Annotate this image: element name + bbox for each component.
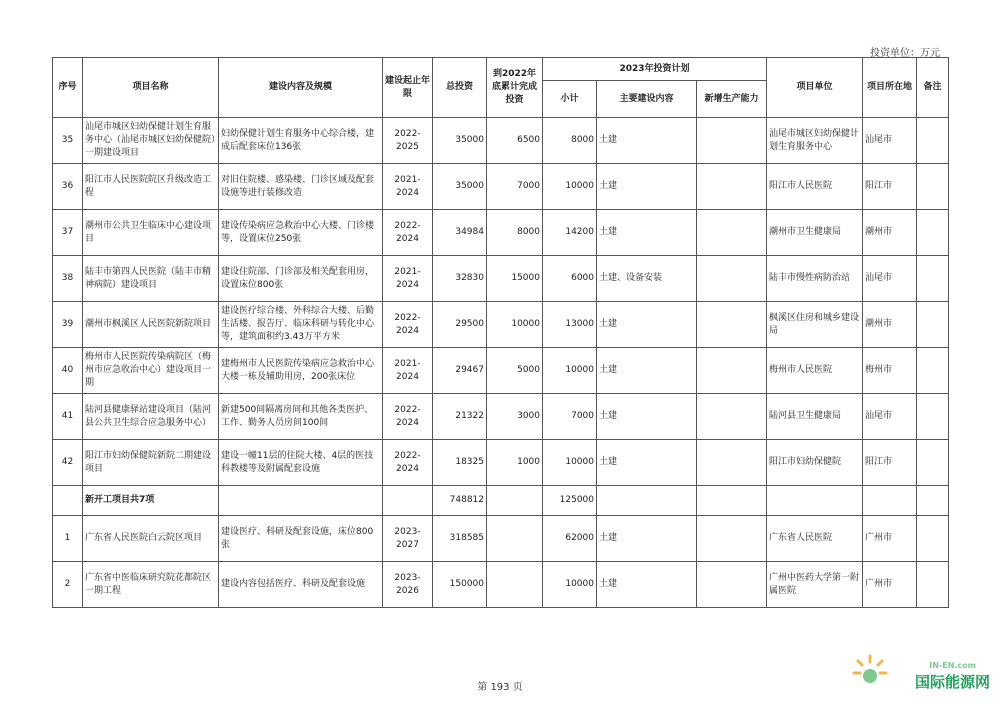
cell-main-content: 土建 <box>597 440 697 486</box>
col-header-name: 项目名称 <box>83 58 219 118</box>
cell-new-capacity <box>697 256 767 302</box>
cell-done2022: 1000 <box>487 440 543 486</box>
table-row <box>53 562 949 608</box>
cell-subtotal: 7000 <box>543 394 597 440</box>
cell-remark <box>917 348 949 394</box>
cell-unit: 广州中医药大学第一附属医院 <box>767 562 863 608</box>
cell-main-content: 土建 <box>597 394 697 440</box>
cell-unit: 梅州市人民医院 <box>767 348 863 394</box>
table-row <box>53 210 949 256</box>
cell-done2022: 15000 <box>487 256 543 302</box>
cell-total: 29500 <box>433 302 487 348</box>
cell-unit: 阳江市妇幼保健院 <box>767 440 863 486</box>
cell-total: 35000 <box>433 164 487 210</box>
cell-new-capacity <box>697 394 767 440</box>
cell-name: 汕尾市城区妇幼保健计划生育服务中心（汕尾市城区妇幼保健院）一期建设项目 <box>83 118 219 164</box>
cell-name: 陆丰市第四人民医院（陆丰市精神病院）建设项目 <box>83 256 219 302</box>
cell-content: 建设医疗综合楼、外科综合大楼、后勤生活楼、报告厅、临床科研与转化中心等，建筑面积约3.43万平方米 <box>219 302 383 348</box>
summary-label: 新开工项目共7项 <box>83 486 219 516</box>
cell-period: 2023-2027 <box>383 516 433 562</box>
cell-name: 阳江市妇幼保健院新院二期建设项目 <box>83 440 219 486</box>
table-row <box>53 256 949 302</box>
cell-content: 建设内容包括医疗、科研及配套设施 <box>219 562 383 608</box>
cell-done2022 <box>487 516 543 562</box>
cell-content: 建设医疗、科研及配套设施，床位800张 <box>219 516 383 562</box>
cell-location: 阳江市 <box>863 164 917 210</box>
table-row <box>53 348 949 394</box>
cell-subtotal: 13000 <box>543 302 597 348</box>
cell-done2022: 6500 <box>487 118 543 164</box>
cell-unit: 汕尾市城区妇幼保健计划生育服务中心 <box>767 118 863 164</box>
col-header-plan2023: 2023年投资计划 <box>543 58 767 81</box>
cell-remark <box>917 562 949 608</box>
cell-new-capacity <box>697 516 767 562</box>
table-header-row <box>53 58 949 81</box>
cell-unit: 潮州市卫生健康局 <box>767 210 863 256</box>
watermark-cn: 国际能源网 <box>914 673 990 691</box>
cell-seq: 39 <box>53 302 83 348</box>
cell-location: 潮州市 <box>863 302 917 348</box>
cell-period: 2021-2024 <box>383 348 433 394</box>
cell-done2022 <box>487 486 543 516</box>
cell-content: 对旧住院楼、感染楼、门诊区域及配套设施等进行装修改造 <box>219 164 383 210</box>
page-number: 第 193 页 <box>477 682 523 693</box>
table-row <box>53 516 949 562</box>
cell-new-capacity <box>697 164 767 210</box>
cell-new-capacity <box>697 210 767 256</box>
cell-subtotal: 62000 <box>543 516 597 562</box>
col-header-location: 项目所在地 <box>863 58 917 118</box>
cell-name: 潮州市公共卫生临床中心建设项目 <box>83 210 219 256</box>
cell-done2022: 10000 <box>487 302 543 348</box>
cell-location: 广州市 <box>863 562 917 608</box>
cell-content: 建设传染病应急救治中心大楼、门诊楼等，设置床位250张 <box>219 210 383 256</box>
table-row <box>53 394 949 440</box>
cell-main-content: 土建 <box>597 164 697 210</box>
table-row <box>53 302 949 348</box>
cell-content: 建设住院部、门诊部及相关配套用房，设置床位800张 <box>219 256 383 302</box>
cell-total: 34984 <box>433 210 487 256</box>
cell-name: 陆河县健康驿站建设项目（陆河县公共卫生综合应急服务中心） <box>83 394 219 440</box>
cell-period: 2022-2025 <box>383 118 433 164</box>
col-header-period: 建设起止年限 <box>383 58 433 118</box>
cell-total: 35000 <box>433 118 487 164</box>
cell-location <box>863 486 917 516</box>
cell-location: 潮州市 <box>863 210 917 256</box>
cell-seq: 2 <box>53 562 83 608</box>
cell-content: 建梅州市人民医院传染病应急救治中心大楼一栋及辅助用房，200张床位 <box>219 348 383 394</box>
cell-location: 梅州市 <box>863 348 917 394</box>
cell-period: 2022-2024 <box>383 302 433 348</box>
cell-seq: 1 <box>53 516 83 562</box>
cell-main-content <box>597 486 697 516</box>
cell-remark <box>917 164 949 210</box>
cell-done2022: 5000 <box>487 348 543 394</box>
col-header-seq: 序号 <box>53 58 83 118</box>
cell-total: 32830 <box>433 256 487 302</box>
cell-seq <box>53 486 83 516</box>
cell-subtotal: 10000 <box>543 348 597 394</box>
cell-subtotal: 10000 <box>543 562 597 608</box>
cell-location: 广州市 <box>863 516 917 562</box>
cell-unit: 陆丰市慢性病防治站 <box>767 256 863 302</box>
cell-new-capacity <box>697 440 767 486</box>
table-row <box>53 118 949 164</box>
investment-unit-label: 投资单位：万元 <box>870 48 940 59</box>
cell-period: 2022-2024 <box>383 210 433 256</box>
summary-row <box>53 486 949 516</box>
cell-total: 318585 <box>433 516 487 562</box>
cell-main-content: 土建 <box>597 210 697 256</box>
cell-remark <box>917 394 949 440</box>
cell-name: 阳江市人民医院院区升级改造工程 <box>83 164 219 210</box>
table-row <box>53 440 949 486</box>
cell-seq: 38 <box>53 256 83 302</box>
cell-remark <box>917 256 949 302</box>
cell-unit: 枫溪区住房和城乡建设局 <box>767 302 863 348</box>
cell-subtotal: 8000 <box>543 118 597 164</box>
cell-location: 阳江市 <box>863 440 917 486</box>
col-header-content: 建设内容及规模 <box>219 58 383 118</box>
cell-remark <box>917 486 949 516</box>
cell-seq: 42 <box>53 440 83 486</box>
cell-main-content: 土建 <box>597 118 697 164</box>
cell-new-capacity <box>697 118 767 164</box>
cell-unit: 陆河县卫生健康局 <box>767 394 863 440</box>
cell-main-content: 土建 <box>597 516 697 562</box>
cell-done2022 <box>487 562 543 608</box>
cell-total: 150000 <box>433 562 487 608</box>
cell-seq: 36 <box>53 164 83 210</box>
cell-remark <box>917 302 949 348</box>
cell-remark <box>917 118 949 164</box>
summary-total: 748812 <box>433 486 487 516</box>
watermark-en: IN-EN.com <box>929 661 976 670</box>
cell-period: 2023-2026 <box>383 562 433 608</box>
cell-done2022: 3000 <box>487 394 543 440</box>
cell-name: 梅州市人民医院传染病院区（梅州市应急收治中心）建设项目一期 <box>83 348 219 394</box>
cell-total: 18325 <box>433 440 487 486</box>
cell-location: 汕尾市 <box>863 256 917 302</box>
cell-subtotal: 14200 <box>543 210 597 256</box>
col-header-new-capacity: 新增生产能力 <box>697 81 767 118</box>
cell-content <box>219 486 383 516</box>
cell-new-capacity <box>697 348 767 394</box>
cell-period <box>383 486 433 516</box>
cell-name: 广东省人民医院白云院区项目 <box>83 516 219 562</box>
col-header-remark: 备注 <box>917 58 949 118</box>
col-header-done2022: 到2022年底累计完成投资 <box>487 58 543 118</box>
cell-unit <box>767 486 863 516</box>
cell-new-capacity <box>697 562 767 608</box>
cell-content: 建设一幢11层的住院大楼、4层的医技科教楼等及附属配套设施 <box>219 440 383 486</box>
cell-remark <box>917 440 949 486</box>
cell-subtotal: 10000 <box>543 440 597 486</box>
cell-content: 妇幼保健计划生育服务中心综合楼，建成后配套床位136张 <box>219 118 383 164</box>
cell-new-capacity <box>697 302 767 348</box>
col-header-subtotal: 小计 <box>543 81 597 118</box>
cell-total: 21322 <box>433 394 487 440</box>
watermark-sun-icon <box>850 652 890 692</box>
summary-subtotal: 125000 <box>543 486 597 516</box>
cell-done2022: 7000 <box>487 164 543 210</box>
cell-subtotal: 10000 <box>543 164 597 210</box>
col-header-total: 总投资 <box>433 58 487 118</box>
table-row <box>53 164 949 210</box>
cell-total: 29467 <box>433 348 487 394</box>
cell-period: 2021-2024 <box>383 256 433 302</box>
cell-location: 汕尾市 <box>863 118 917 164</box>
cell-main-content: 土建 <box>597 302 697 348</box>
cell-unit: 广东省人民医院 <box>767 516 863 562</box>
cell-main-content: 土建 <box>597 348 697 394</box>
investment-table <box>52 57 949 608</box>
cell-main-content: 土建 <box>597 562 697 608</box>
cell-name: 潮州市枫溪区人民医院新院项目 <box>83 302 219 348</box>
cell-seq: 40 <box>53 348 83 394</box>
cell-main-content: 土建、设备安装 <box>597 256 697 302</box>
col-header-unit: 项目单位 <box>767 58 863 118</box>
cell-unit: 阳江市人民医院 <box>767 164 863 210</box>
cell-seq: 35 <box>53 118 83 164</box>
cell-name: 广东省中医临床研究院花都院区一期工程 <box>83 562 219 608</box>
cell-remark <box>917 210 949 256</box>
cell-new-capacity <box>697 486 767 516</box>
cell-content: 新建500间隔离房间和其他各类医护、工作、勤务人员房间100间 <box>219 394 383 440</box>
cell-period: 2022-2024 <box>383 440 433 486</box>
col-header-main-content: 主要建设内容 <box>597 81 697 118</box>
cell-period: 2021-2024 <box>383 164 433 210</box>
cell-done2022: 8000 <box>487 210 543 256</box>
cell-period: 2022-2024 <box>383 394 433 440</box>
cell-seq: 41 <box>53 394 83 440</box>
cell-seq: 37 <box>53 210 83 256</box>
cell-location: 汕尾市 <box>863 394 917 440</box>
cell-remark <box>917 516 949 562</box>
cell-subtotal: 6000 <box>543 256 597 302</box>
